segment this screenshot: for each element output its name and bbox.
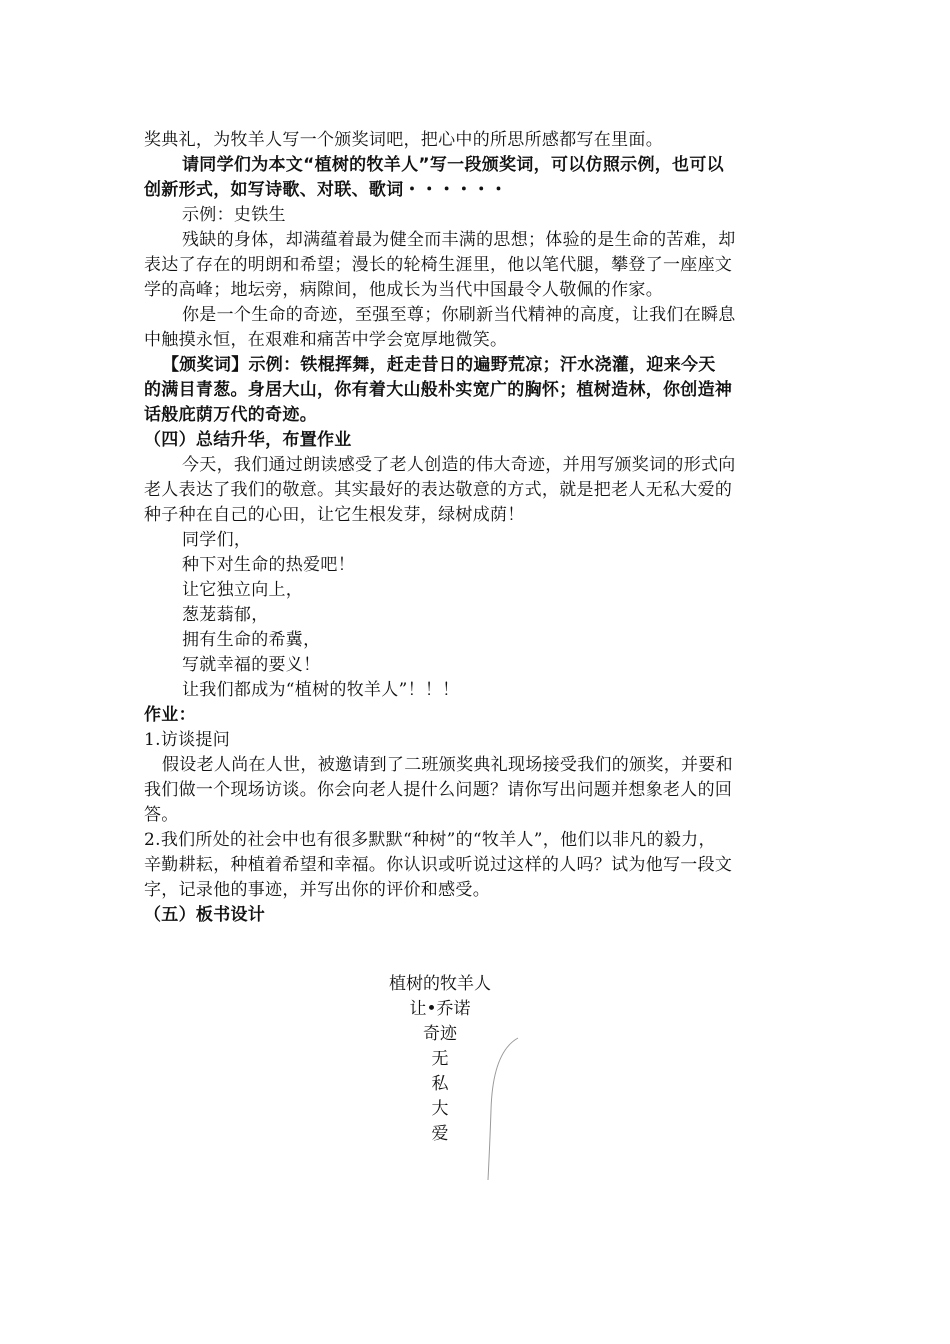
task-instruction: 创新形式，如写诗歌、对联、歌词・・・・・・ xyxy=(144,180,508,200)
poem-line: 葱茏蓊郁， xyxy=(182,605,269,625)
board-char: 大 xyxy=(431,1099,449,1119)
paragraph-line: 假设老人尚在人世，被邀请到了二班颁奖典礼现场接受我们的颁奖，并要和 xyxy=(162,755,733,775)
award-speech-example: 话般庇荫万代的奇迹。 xyxy=(144,405,317,425)
paragraph-line: 答。 xyxy=(144,805,179,825)
board-char: 爱 xyxy=(431,1124,449,1144)
section-heading: （五）板书设计 xyxy=(144,905,266,925)
paragraph-line: 中触摸永恒，在艰难和痛苦中学会宽厚地微笑。 xyxy=(144,330,508,350)
homework-item-title: 1.访谈提问 xyxy=(144,730,231,750)
paragraph-line: 辛勤耕耘，种植着希望和幸福。你认识或听说过这样的人吗？试为他写一段文 xyxy=(144,855,733,875)
poem-line: 同学们， xyxy=(182,530,252,550)
paragraph-line: 残缺的身体，却满蕴着最为健全而丰满的思想；体验的是生命的苦难，却 xyxy=(182,230,736,250)
poem-line: 写就幸福的要义！ xyxy=(182,655,321,675)
paragraph-line: 学的高峰；地坛旁，病隙间，他成长为当代中国最令人敬佩的作家。 xyxy=(144,280,663,300)
poem-line: 拥有生命的希冀， xyxy=(182,630,321,650)
paragraph-line: 老人表达了我们的敬意。其实最好的表达敬意的方式，就是把老人无私大爱的 xyxy=(144,480,733,500)
poem-line: 让它独立向上， xyxy=(182,580,304,600)
board-char: 私 xyxy=(431,1074,449,1094)
homework-item: 2.我们所处的社会中也有很多默默“种树”的“牧羊人”，他们以非凡的毅力， xyxy=(144,830,716,850)
paragraph-line: 奖典礼，为牧羊人写一个颁奖词吧，把心中的所思所感都写在里面。 xyxy=(144,130,663,150)
board-author: 让•乔诺 xyxy=(409,999,471,1019)
paragraph-line: 我们做一个现场访谈。你会向老人提什么问题？请你写出问题并想象老人的回 xyxy=(144,780,733,800)
poem-line: 种下对生命的热爱吧！ xyxy=(182,555,355,575)
board-title: 植树的牧羊人 xyxy=(389,974,491,994)
award-speech-example: 【颁奖词】示例：铁棍挥舞，赶走昔日的遍野荒凉；汗水浇灌，迎来今天 xyxy=(162,355,716,375)
poem-line: 让我们都成为“植树的牧羊人”！！！ xyxy=(182,680,460,700)
paragraph-line: 表达了存在的明朗和希望；漫长的轮椅生涯里，他以笔代腿，攀登了一座座文 xyxy=(144,255,733,275)
section-heading: （四）总结升华，布置作业 xyxy=(144,430,352,450)
board-keyword: 奇迹 xyxy=(423,1024,457,1044)
homework-heading: 作业： xyxy=(144,705,196,725)
board-char: 无 xyxy=(431,1049,449,1069)
example-heading: 示例：史铁生 xyxy=(182,205,286,225)
paragraph-line: 种子种在自己的心田，让它生根发芽，绿树成荫！ xyxy=(144,505,525,525)
paragraph-line: 你是一个生命的奇迹，至强至尊；你刷新当代精神的高度，让我们在瞬息 xyxy=(182,305,736,325)
paragraph-line: 今天，我们通过朗读感受了老人创造的伟大奇迹，并用写颁奖词的形式向 xyxy=(182,455,736,475)
task-instruction: 请同学们为本文“植树的牧羊人”写一段颁奖词，可以仿照示例，也可以 xyxy=(182,155,724,175)
award-speech-example: 的满目青葱。身居大山，你有着大山般朴实宽广的胸怀；植树造林，你创造神 xyxy=(144,380,733,400)
paragraph-line: 字，记录他的事迹，并写出你的评价和感受。 xyxy=(144,880,490,900)
